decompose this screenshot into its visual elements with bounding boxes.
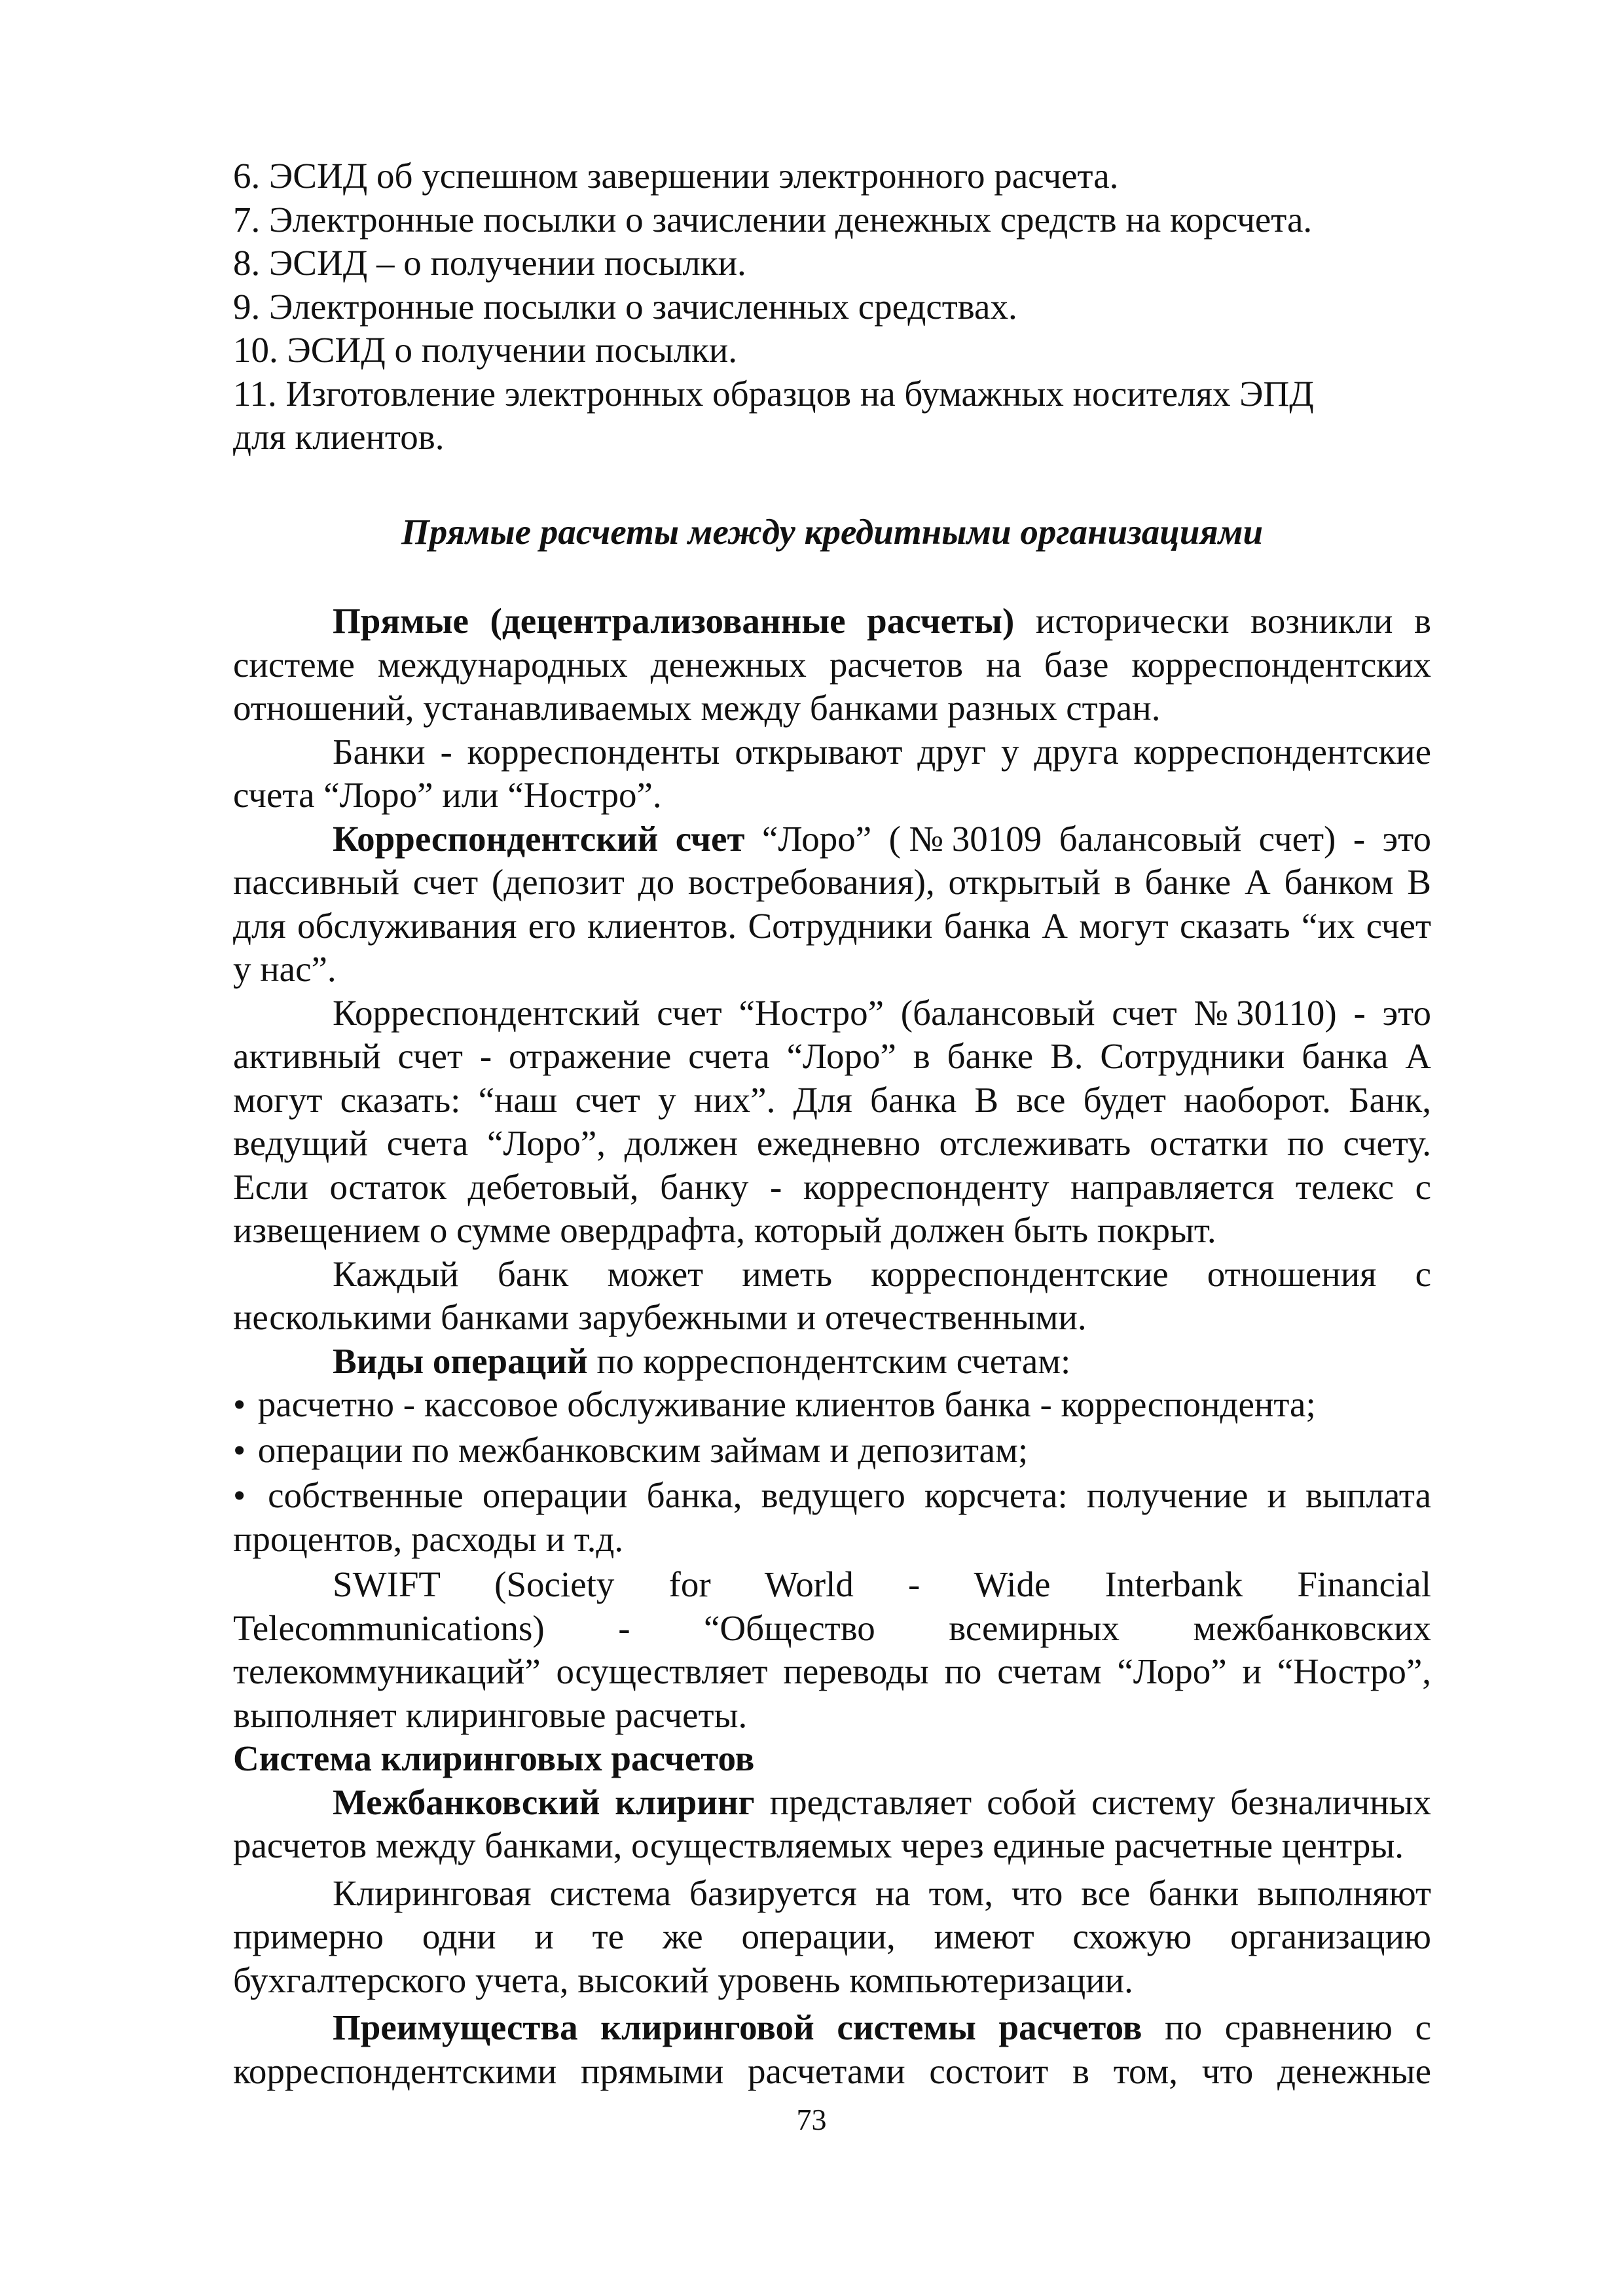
document-page — [233, 154, 1431, 2093]
bold-term: Преимущества клиринговой системы расчетов — [333, 2007, 1142, 2047]
list-number: 11. — [233, 373, 277, 414]
bullet-list — [233, 1383, 1431, 1563]
paragraph-relations: Каждый банк может иметь корреспондентские отношения с несколькими банками зарубежными и отечественными. — [233, 1253, 1431, 1337]
list-number: 9. — [233, 286, 261, 327]
list-item — [233, 1429, 1431, 1475]
bullet-text: собственные операции банка, ведущего корсчета: получение и выплата процентов, расходы и т.д. — [233, 1475, 1431, 1559]
list-item — [233, 198, 1431, 242]
bullet-icon: • — [233, 1429, 246, 1470]
list-item-continuation: для клиентов. — [233, 417, 445, 457]
list-text: Электронные посылки о зачислении денежных средств на корсчета. — [269, 199, 1313, 240]
paragraph-text: “Лоро” (№30109 балансовый счет) - это пассивный счет (депозит до востребования), открытый в банке А банком В для обслуживания его клиентов. Сотрудники банка А могут сказать “их счет у нас”. — [233, 818, 1431, 989]
paragraph-correspondent-banks: Банки - корреспонденты открывают друг у друга корреспондентские счета “Лоро” или “Ностро”. — [233, 731, 1431, 815]
list-number: 7. — [233, 199, 261, 240]
list-text: ЭСИД о получении посылки. — [287, 330, 738, 370]
bullet-icon: • — [233, 1475, 246, 1515]
paragraph-text: по сравнению с корреспондентскими прямыми расчетами состоит в том, что денежные — [233, 2007, 1431, 2091]
paragraph-text: представляет собой систему безналичных расчетов между банками, осуществляемых через единые расчетные центры. — [233, 1782, 1431, 1865]
bullet-icon: • — [233, 1384, 246, 1424]
paragraph-swift: SWIFT (Society for World - Wide Interbank Financial Telecommunications) - “Общество всемирных межбанковских телекоммуникаций” осуществляет переводы по счетам “Лоро” и “Ностро”, выполняет клиринговые расчеты. — [233, 1564, 1431, 1735]
paragraph-clearing-system: Клиринговая система базируется на том, что все банки выполняют примерно одни и те же операции, имеют схожую организацию бухгалтерского учета, высокий уровень компьютеризации. — [233, 1873, 1431, 2000]
list-item — [233, 372, 1431, 416]
paragraph-text: по корреспондентским счетам: — [587, 1340, 1071, 1381]
paragraph-text: исторически возникли в системе международных денежных расчетов на базе корреспондентских отношений, устанавливаемых между банками разных стран. — [233, 601, 1431, 728]
bullet-text: операции по межбанковским займам и депозитам; — [257, 1429, 1029, 1470]
list-item — [233, 285, 1431, 329]
section-heading-clearing: Система клиринговых расчетов — [233, 1738, 755, 1778]
list-item — [233, 242, 1431, 285]
list-item — [233, 1474, 1431, 1563]
paragraph-interbank-clearing — [233, 1781, 1431, 1868]
list-item — [233, 154, 1431, 198]
list-item — [233, 1383, 1431, 1429]
numbered-list — [233, 154, 1431, 459]
list-number: 10. — [233, 330, 278, 370]
page-number: 73 — [796, 2103, 827, 2136]
bold-term: Прямые (децентрализованные расчеты) — [333, 601, 1015, 641]
list-text: ЭСИД об успешном завершении электронного расчета. — [269, 156, 1119, 196]
list-text: Электронные посылки о зачисленных средствах. — [269, 286, 1017, 327]
list-item — [233, 329, 1431, 372]
paragraph-nostro: Корреспондентский счет “Ностро” (балансовый счет №30110) - это активный счет - отражение счета “Лоро” в банке В. Сотрудники банка А могут сказать: “наш счет у них”. Для банка В все будет наоборот. Банк, ведущий счета “Лоро”, должен ежедневно отслеживать остатки по счету. Если остаток дебетовый, банку - корреспонденту направляется телекс с извещением о сумме овердрафта, который должен быть покрыт. — [233, 992, 1431, 1250]
paragraph-clearing-advantages — [233, 2006, 1431, 2093]
section-heading-direct: Прямые расчеты между кредитными организациями — [401, 511, 1264, 552]
bold-term: Межбанковский клиринг — [333, 1782, 755, 1822]
paragraph-direct-settlements — [233, 600, 1431, 730]
list-number: 8. — [233, 243, 261, 283]
list-number: 6. — [233, 156, 261, 196]
bold-term: Виды операций — [333, 1340, 588, 1381]
paragraph-operation-types — [233, 1340, 1431, 1384]
bold-term: Корреспондентский счет — [333, 818, 745, 859]
list-text: ЭСИД – о получении посылки. — [269, 243, 746, 283]
bullet-text: расчетно - кассовое обслуживание клиентов банка - корреспондента; — [257, 1384, 1316, 1424]
list-text: Изготовление электронных образцов на бумажных носителях ЭПД — [285, 373, 1314, 414]
paragraph-loro — [233, 817, 1431, 992]
